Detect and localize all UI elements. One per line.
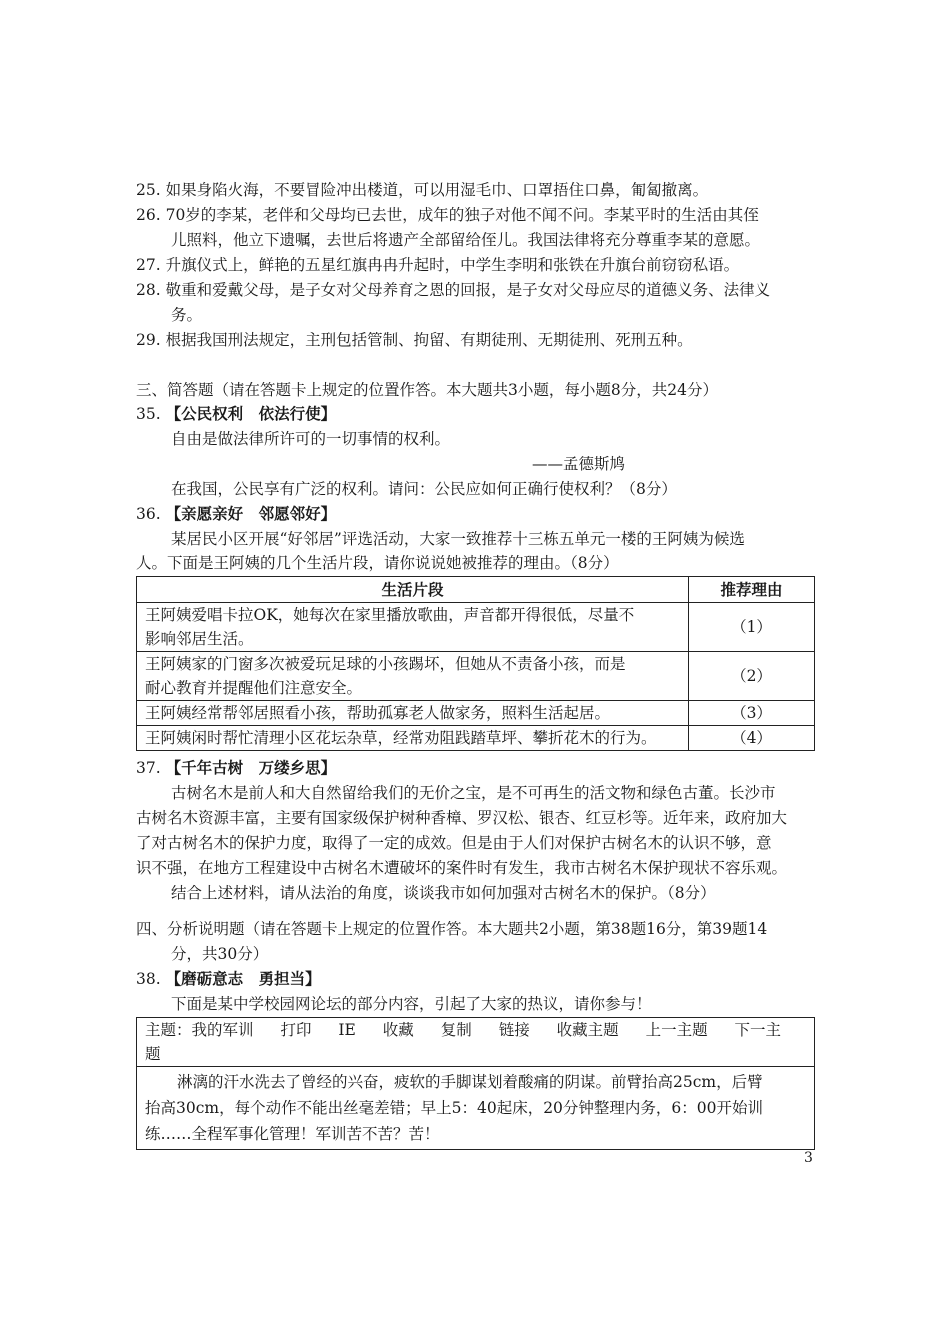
fragment-line: 王阿姨闲时帮忙清理小区花坛杂草，经常劝阻践踏草坪、攀折花木的行为。 bbox=[145, 729, 657, 747]
page-number: 3 bbox=[804, 1150, 813, 1166]
table-header-row bbox=[137, 577, 815, 603]
q36-title: 【亲愿亲好 邻愿邻好】 bbox=[165, 504, 337, 523]
item-26-line2: 儿照料，他立下遗嘱，去世后将遗产全部留给侄儿。我国法律将充分尊重李某的意愿。 bbox=[171, 231, 761, 249]
q37-text-line1: 古树名木是前人和大自然留给我们的无价之宝，是不可再生的活文物和绿色古董。长沙市 bbox=[171, 784, 776, 802]
q37-question: 结合上述材料，请从法治的角度，谈谈我市如何加强对古树名木的保护。（8分） bbox=[171, 884, 716, 902]
section4-heading-line2: 分，共30分） bbox=[171, 945, 269, 963]
fragment-line: 影响邻居生活。 bbox=[145, 630, 254, 648]
q37-text-line3: 了对古树名木的保护力度，取得了一定的成效。但是由于人们对保护古树名木的认识不够，意 bbox=[136, 834, 772, 852]
section4-heading-line1: 四、分析说明题（请在答题卡上规定的位置作答。本大题共2小题，第38题16分，第39题14 bbox=[136, 920, 768, 938]
forum-link-link: 链接 bbox=[498, 1021, 530, 1039]
reason-cell: （1） bbox=[689, 603, 815, 652]
forum-content bbox=[137, 1067, 815, 1150]
header-reason: 推荐理由 bbox=[689, 577, 815, 603]
q36-number: 36. bbox=[136, 505, 161, 523]
item-29: 29. 根据我国刑法规定，主刑包括管制、拘留、有期徒刑、无期徒刑、死刑五种。 bbox=[136, 331, 693, 349]
q37-text-line4: 识不强，在地方工程建设中古树名木遭破坏的案件时有发生，我市古树名木保护现状不容乐观。 bbox=[136, 859, 788, 877]
q35-number: 35. bbox=[136, 405, 161, 423]
q35-question: 在我国，公民享有广泛的权利。请问：公民应如何正确行使权利？（8分） bbox=[171, 480, 677, 498]
fragment-cell bbox=[137, 652, 689, 701]
fragment-line: 耐心教育并提醒他们注意安全。 bbox=[145, 679, 363, 697]
forum-favorite-topic-link: 收藏主题 bbox=[556, 1021, 619, 1039]
forum-content-row bbox=[137, 1067, 815, 1150]
q35-title: 【公民权利 依法行使】 bbox=[165, 404, 337, 423]
table-row bbox=[137, 652, 815, 701]
q35-attribution: ——孟德斯鸠 bbox=[532, 455, 626, 473]
forum-topic: 主题：我的军训 bbox=[145, 1021, 254, 1039]
forum-copy-link: 复制 bbox=[440, 1021, 472, 1039]
table-row bbox=[137, 726, 815, 751]
fragment-line: 王阿姨爱唱卡拉OK，她每次在家里播放歌曲，声音都开得很低，尽量不 bbox=[145, 606, 635, 624]
forum-print-link: 打印 bbox=[280, 1021, 312, 1039]
q35-quote: 自由是做法律所许可的一切事情的权利。 bbox=[171, 430, 451, 448]
item-25: 25. 如果身陷火海，不要冒险冲出楼道，可以用湿毛巾、口罩捂住口鼻，匍匐撤离。 bbox=[136, 181, 709, 199]
fragment-cell bbox=[137, 726, 689, 751]
table-row bbox=[137, 603, 815, 652]
header-fragment: 生活片段 bbox=[137, 577, 689, 603]
life-fragments-table bbox=[136, 576, 815, 751]
q37-title: 【千年古树 万缕乡思】 bbox=[165, 758, 337, 777]
item-27: 27. 升旗仪式上，鲜艳的五星红旗冉冉升起时，中学生李明和张铁在升旗台前窃窃私语。 bbox=[136, 256, 740, 274]
forum-favorite-link: 收藏 bbox=[382, 1021, 414, 1039]
forum-line: 抬高30cm，每个动作不能出丝毫差错；早上5：40起床，20分钟整理内务，6：00开始训 bbox=[145, 1099, 763, 1117]
reason-cell: （3） bbox=[689, 701, 815, 726]
forum-prev-topic-link: 上一主题 bbox=[645, 1021, 708, 1039]
item-26-line1: 26. 70岁的李某，老伴和父母均已去世，成年的独子对他不闻不问。李某平时的生活由其侄 bbox=[136, 206, 759, 224]
table-row bbox=[137, 701, 815, 726]
q38-heading bbox=[136, 967, 826, 991]
q36-text-line2: 人。下面是王阿姨的几个生活片段，请你说说她被推荐的理由。（8分） bbox=[136, 554, 619, 572]
fragment-cell bbox=[137, 701, 689, 726]
reason-cell: （4） bbox=[689, 726, 815, 751]
forum-next-topic-link: 下一主题 bbox=[145, 1021, 782, 1063]
q37-text-line2: 古树名木资源丰富，主要有国家级保护树种香樟、罗汉松、银杏、红豆杉等。近年来，政府加大 bbox=[136, 809, 788, 827]
q37-number: 37. bbox=[136, 759, 161, 777]
forum-line: 练……全程军事化管理！军训苦不苦？苦！ bbox=[145, 1125, 440, 1143]
fragment-line: 王阿姨家的门窗多次被爱玩足球的小孩踢坏，但她从不责备小孩，而是 bbox=[145, 655, 626, 673]
forum-ie-link: IE bbox=[338, 1021, 356, 1039]
forum-line: 淋漓的汗水洗去了曾经的兴奋，疲软的手脚谋划着酸痛的阴谋。前臂抬高25cm，后臂 bbox=[177, 1073, 763, 1091]
q36-heading bbox=[136, 502, 826, 526]
forum-nav-row bbox=[137, 1018, 815, 1067]
q38-title: 【磨砺意志 勇担当】 bbox=[165, 969, 321, 988]
item-28-line1: 28. 敬重和爱戴父母，是子女对父母养育之恩的回报，是子女对父母应尽的道德义务、法律义 bbox=[136, 281, 771, 299]
section3-heading: 三、简答题（请在答题卡上规定的位置作答。本大题共3小题，每小题8分，共24分） bbox=[136, 381, 718, 399]
q38-number: 38. bbox=[136, 970, 161, 988]
item-28-line2: 务。 bbox=[171, 306, 203, 324]
reason-cell: （2） bbox=[689, 652, 815, 701]
forum-post-table bbox=[136, 1017, 815, 1150]
q35-heading bbox=[136, 402, 826, 426]
fragment-cell bbox=[137, 603, 689, 652]
fragment-line: 王阿姨经常帮邻居照看小孩，帮助孤寡老人做家务，照料生活起居。 bbox=[145, 704, 611, 722]
forum-nav bbox=[137, 1018, 815, 1067]
q37-heading bbox=[136, 756, 826, 780]
q36-text-line1: 某居民小区开展“好邻居”评选活动，大家一致推荐十三栋五单元一楼的王阿姨为候选 bbox=[171, 530, 745, 548]
q38-intro: 下面是某中学校园网论坛的部分内容，引起了大家的热议，请你参与！ bbox=[171, 995, 652, 1013]
